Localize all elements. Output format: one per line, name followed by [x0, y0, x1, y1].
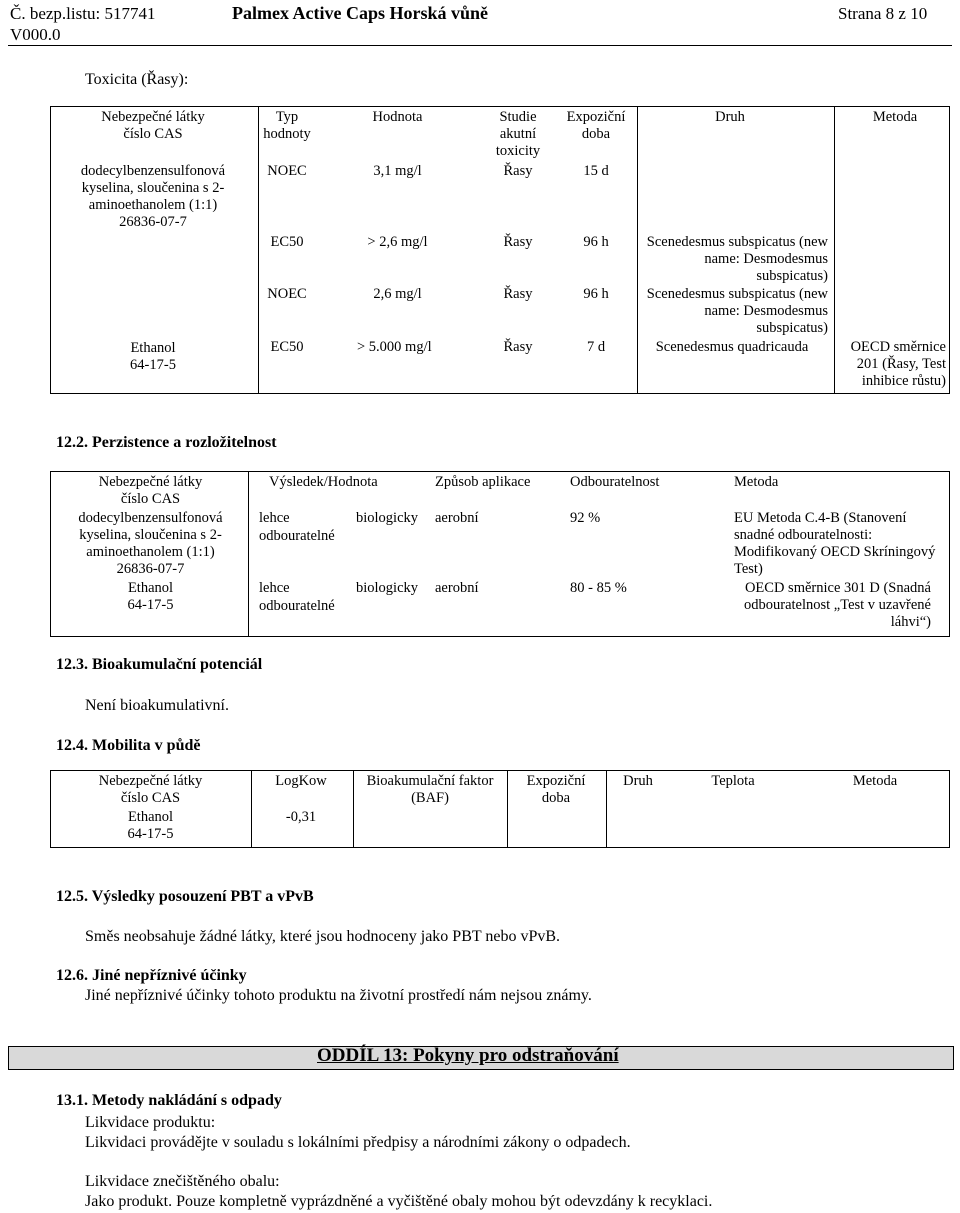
product-disposal-text: Likvidaci provádějte v souladu s lokálními předpisy a národními zákony o odpadech.: [85, 1134, 631, 1151]
tox-row-species: Scenedesmus subspicatus (new name: Desmodesmus subspicatus): [646, 286, 828, 336]
tox-substance-1: dodecylbenzensulfonová kyselina, sloučenina s 2- aminoethanolem (1:1) 26836-07-7: [80, 163, 226, 230]
tox-row-study: Řasy: [503, 286, 533, 302]
tox-header-exposure: Expoziční doba: [566, 109, 626, 142]
pers-result: odbouratelné: [259, 598, 335, 614]
tox-row-value: > 2,6 mg/l: [367, 234, 428, 250]
pers-degradability: 92 %: [570, 510, 601, 526]
section-13-title: ODDÍL 13: Pokyny pro odstraňování: [317, 1045, 619, 1066]
pers-result: biologicky: [356, 510, 419, 526]
toxicity-title: Toxicita (Řasy):: [85, 71, 189, 88]
pers-method: EU Metoda C.4-B (Stanovení snadné odbouratelnosti: Modifikovaný OECD Skríningový Test): [734, 510, 936, 577]
pers-header-substance: Nebezpečné látky číslo CAS: [98, 474, 203, 507]
tox-row-study: Řasy: [503, 339, 533, 355]
tox-row-value: 3,1 mg/l: [373, 163, 422, 179]
packaging-disposal-text: Jako produkt. Pouze kompletně vyprázdněné a vyčištěné obaly mohou být odevzdány k recyklaci.: [85, 1193, 713, 1210]
mobility-title: 12.4. Mobilita v půdě: [56, 737, 201, 754]
tox-header-method: Metoda: [872, 109, 918, 125]
tox-header-substance: Nebezpečné látky číslo CAS: [101, 109, 205, 142]
tox-row-time: 15 d: [583, 163, 609, 179]
pers-result: biologicky: [356, 580, 419, 596]
tox-row-value: 2,6 mg/l: [373, 286, 422, 302]
packaging-disposal-label: Likvidace znečištěného obalu:: [85, 1173, 280, 1190]
tox-row-time: 96 h: [583, 234, 609, 250]
tox-row-type: EC50: [270, 234, 304, 250]
tox-row-species: Scenedesmus quadricauda: [655, 339, 809, 355]
tox-row-method: OECD směrnice 201 (Řasy, Test inhibice růstu): [850, 339, 946, 389]
tox-row-value: > 5.000 mg/l: [357, 339, 432, 355]
version: V000.0: [10, 25, 61, 44]
persistence-title: 12.2. Perzistence a rozložitelnost: [56, 434, 277, 451]
mob-header-baf: Bioakumulační faktor (BAF): [366, 773, 494, 806]
pers-application: aerobní: [435, 510, 479, 526]
tox-row-study: Řasy: [503, 163, 533, 179]
pers-substance-2: Ethanol 64-17-5: [127, 580, 174, 613]
tox-row-time: 7 d: [586, 339, 606, 355]
header-rule: [8, 45, 952, 46]
mob-header-method: Metoda: [852, 773, 898, 789]
product-name: Palmex Active Caps Horská vůně: [232, 3, 488, 23]
mob-logkow: -0,31: [285, 809, 317, 825]
pers-header-method: Metoda: [734, 474, 779, 490]
bioaccumulation-text: Není bioakumulativní.: [85, 697, 229, 714]
product-disposal-label: Likvidace produktu:: [85, 1114, 216, 1131]
pers-degradability: 80 - 85 %: [570, 580, 627, 596]
pers-substance-1: dodecylbenzensulfonová kyselina, sloučenina s 2- aminoethanolem (1:1) 26836-07-7: [78, 510, 223, 577]
pbt-text: Směs neobsahuje žádné látky, které jsou hodnoceny jako PBT nebo vPvB.: [85, 928, 561, 945]
other-effects-text: Jiné nepříznivé účinky tohoto produktu na životní prostředí nám nejsou známy.: [85, 987, 592, 1004]
mob-header-species: Druh: [623, 773, 653, 789]
section-13-banner: [8, 1046, 954, 1070]
waste-methods-title: 13.1. Metody nakládání s odpady: [56, 1092, 282, 1109]
doc-number: Č. bezp.listu: 517741: [10, 4, 156, 23]
pers-result: lehce: [259, 580, 290, 596]
tox-header-study: Studie akutní toxicity: [495, 109, 541, 159]
mob-header-logkow: LogKow: [275, 773, 327, 789]
pers-header-application: Způsob aplikace: [435, 474, 531, 490]
tox-substance-2: Ethanol 64-17-5: [130, 340, 176, 373]
mob-substance: Ethanol 64-17-5: [127, 809, 174, 842]
mob-header-exposure: Expoziční doba: [526, 773, 586, 806]
pers-header-result: Výsledek/Hodnota: [269, 474, 378, 490]
tox-header-type: Typ hodnoty: [263, 109, 311, 142]
tox-row-type: NOEC: [267, 163, 307, 179]
mob-header-substance: Nebezpečné látky číslo CAS: [98, 773, 203, 806]
page-number: Strana 8 z 10: [838, 4, 928, 23]
pers-method: OECD směrnice 301 D (Snadná odbouratelnost „Test v uzavřené láhvi“): [743, 580, 931, 630]
pers-result: odbouratelné: [259, 528, 335, 544]
tox-header-species: Druh: [715, 109, 745, 125]
tox-row-species: Scenedesmus subspicatus (new name: Desmodesmus subspicatus): [646, 234, 828, 284]
pers-header-degradability: Odbouratelnost: [570, 474, 660, 490]
tox-header-value: Hodnota: [372, 109, 423, 125]
pers-result: lehce: [259, 510, 290, 526]
mob-header-temperature: Teplota: [711, 773, 755, 789]
tox-row-type: EC50: [270, 339, 304, 355]
other-effects-title: 12.6. Jiné nepříznivé účinky: [56, 967, 247, 984]
tox-row-time: 96 h: [583, 286, 609, 302]
bioaccumulation-title: 12.3. Bioakumulační potenciál: [56, 656, 263, 673]
pbt-title: 12.5. Výsledky posouzení PBT a vPvB: [56, 888, 314, 905]
tox-row-study: Řasy: [503, 234, 533, 250]
tox-row-type: NOEC: [267, 286, 307, 302]
pers-application: aerobní: [435, 580, 479, 596]
